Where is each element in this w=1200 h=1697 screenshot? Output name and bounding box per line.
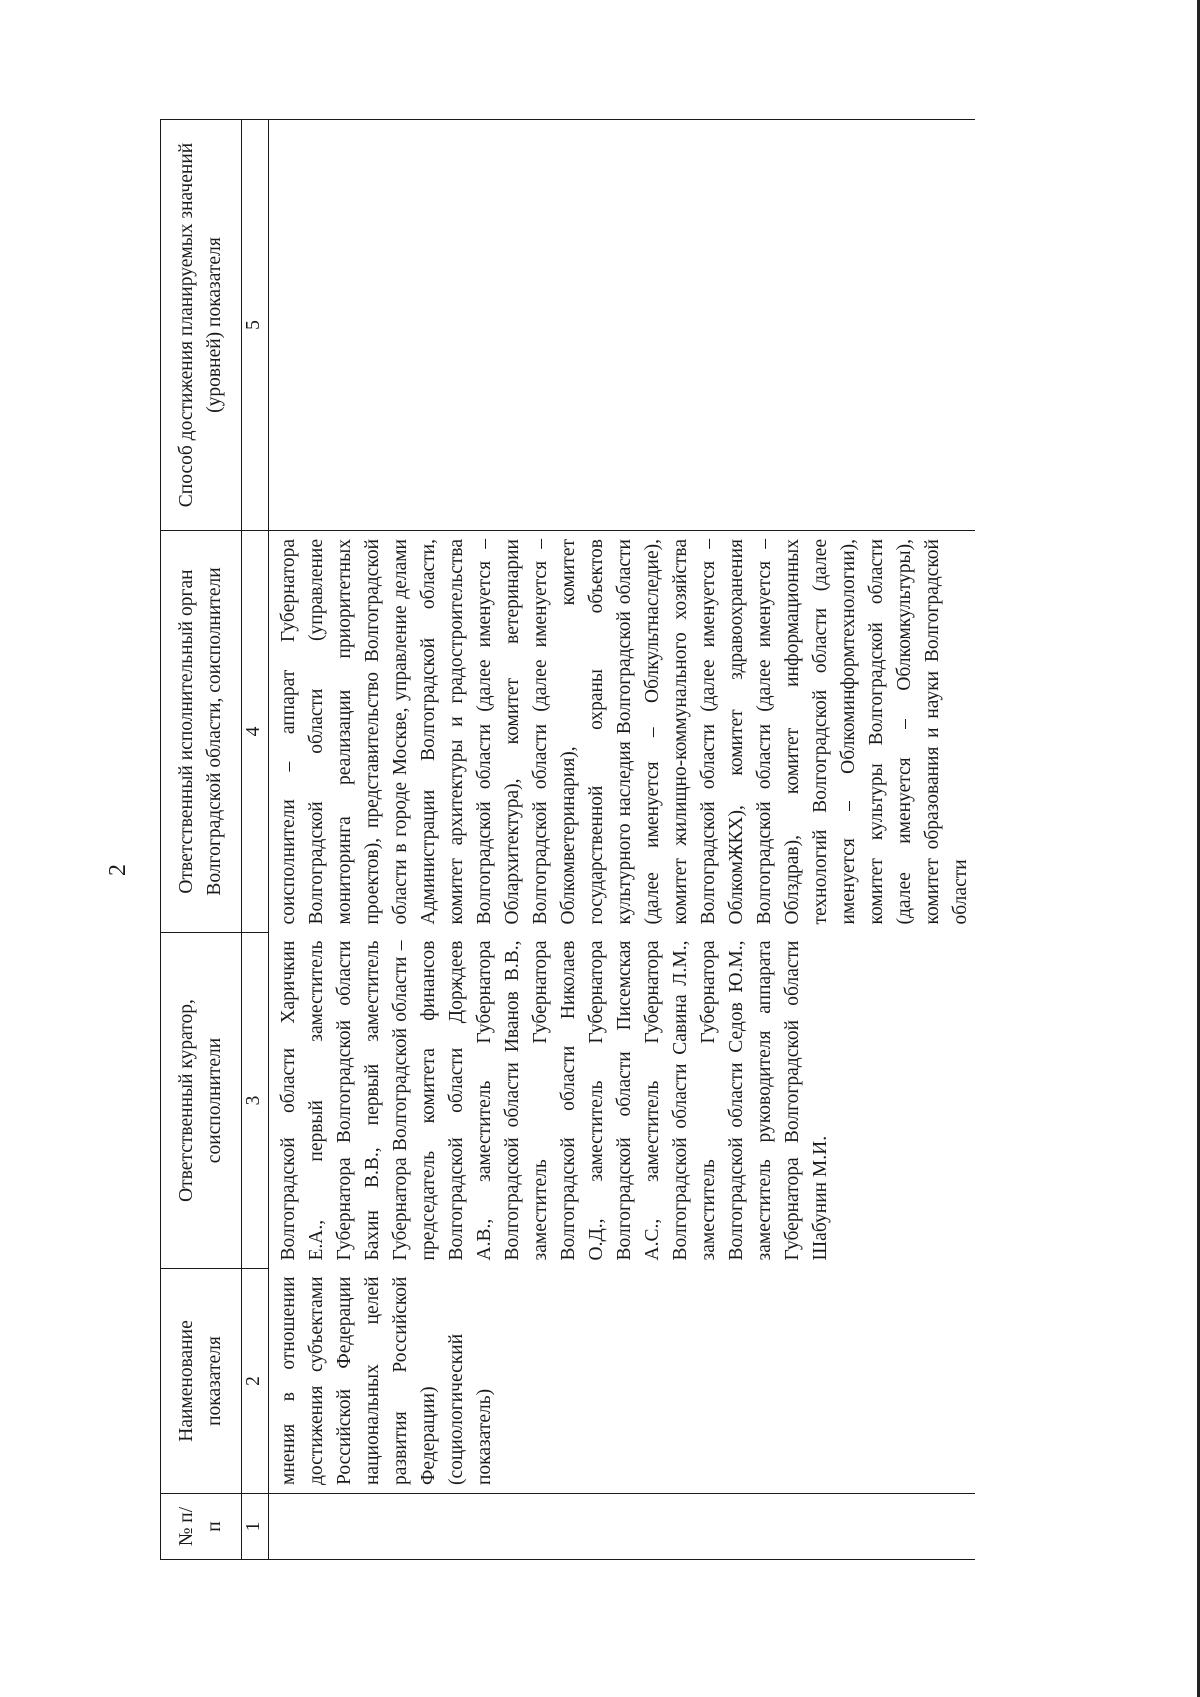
column-number: 5: [242, 120, 269, 531]
indicator-table: [160, 119, 975, 1560]
curators-cell: Волгоградской области Харичкин Е.А., первый заместитель Губернатора Волгоградской области Бахин В.В., первый заместитель Губернатора Волгоградской области – председатель комитета финансов Волгоградской области Дорждеев А.В., заместитель Губернатора Волгоградской области Иванов В.В., заместитель Губернатора Волгоградской области Николаев О.Д., заместитель Губернатора Волгоградской области Писемская А.С., заместитель Губернатора Волгоградской области Савина Л.М., заместитель Губернатора Волгоградской области Седов Ю.М., заместитель руководителя аппарата Губернатора Волгоградской области Шабунин М.И.: [278, 940, 831, 1261]
table-header-row: [161, 120, 242, 1560]
header-cell: Ответственный куратор, соисполнители: [161, 933, 242, 1269]
header-cell: Ответственный исполнительный орган Волгоградской области, соисполнители: [161, 531, 242, 933]
row-number-cell: [269, 1494, 976, 1560]
rotated-sheet: [160, 120, 1110, 1560]
column-number: 1: [242, 1494, 269, 1560]
column-number: 2: [242, 1269, 269, 1494]
column-number: 3: [242, 933, 269, 1269]
header-cell: Способ достижения планируемых значений (уровней) показателя: [161, 120, 242, 531]
executors-cell: соисполнители – аппарат Губернатора Волгоградской области (управление мониторинга реализации приоритетных проектов), представительство Волгоградской области в городе Москве, управление делами Администрации Волгоградской области, комитет архитектуры и градостроительства Волгоградской области (далее именуется – Облархитектура), комитет ветеринарии Волгоградской области (далее именуется – Облкомветеринария), комитет государственной охраны объектов культурного наследия Волгоградской области (далее именуется – Облкультнаследие), комитет жилищно-коммунального хозяйства Волгоградской области (далее именуется – ОблкомЖКХ), комитет здравоохранения Волгоградской области (далее именуется – Облздрав), комитет информационных технологий Волгоградской области (далее именуется – Облкоминформтехнологии), комитет культуры Волгоградской области (далее именуется – Облкомкультуры), комитет образования и науки Волгоградской области: [278, 539, 971, 925]
column-number-row: [242, 120, 269, 1560]
header-cell: № п/п: [161, 1494, 242, 1560]
method-cell: [269, 120, 976, 531]
table-row: [269, 120, 976, 1560]
header-cell: Наименование показателя: [161, 1269, 242, 1494]
column-number: 4: [242, 531, 269, 933]
page-number: 2: [105, 864, 131, 876]
indicator-name-cell: мнения в отношении достижения субъектами Российской Федерации национальных целей развития Российской Федерации) (социологический показатель): [278, 1276, 495, 1485]
